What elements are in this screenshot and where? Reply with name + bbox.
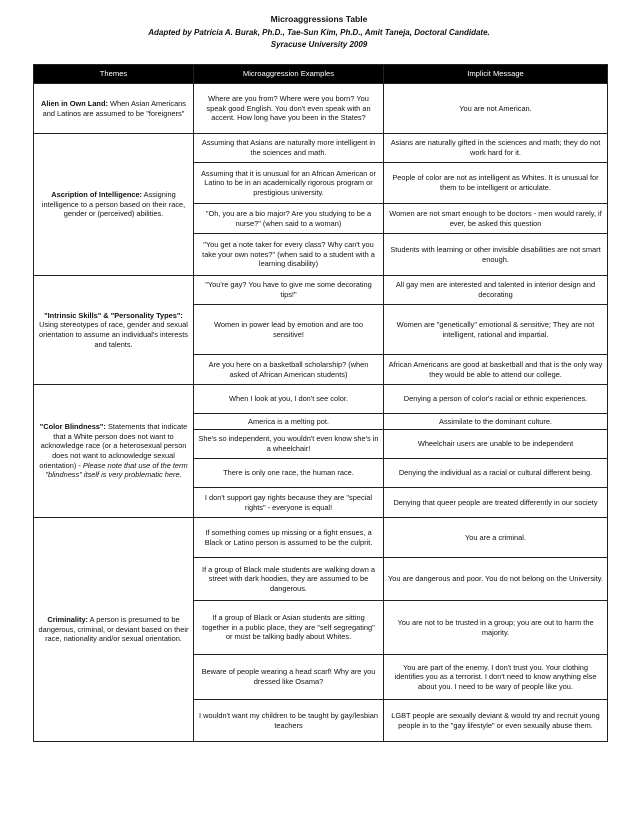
example-cell: Assuming that it is unusual for an African American or Latino to be in an academically rigorous program or prestigious university. [194, 163, 384, 204]
message-cell: You are a criminal. [384, 518, 608, 558]
message-cell: African Americans are good at basketball and that is the only way they would be able to attend our college. [384, 355, 608, 385]
message-cell: People of color are not as intelligent as Whites. It is unusual for them to be intelligent or articulate. [384, 163, 608, 204]
message-cell: Wheelchair users are unable to be independent [384, 430, 608, 459]
theme-cell [34, 276, 194, 385]
message-cell: LGBT people are sexually deviant & would try and recruit young people in to the "gay lifestyle" or even sexually abuse them. [384, 700, 608, 742]
message-cell: Asians are naturally gifted in the sciences and math; they do not work hard for it. [384, 134, 608, 163]
message-cell: You are part of the enemy. I don't trust you. Your clothing identifies you as a terrorist. I don't need to know anything else about you. I need to be wary of people like you. [384, 655, 608, 700]
example-cell: Where are you from? Where were you born? You speak good English. You don't even speak with an accent. How long have you been in the States? [194, 84, 384, 134]
theme-name: Alien in Own Land: [41, 98, 108, 108]
message-cell: You are not American. [384, 84, 608, 134]
column-header-themes: Themes [34, 65, 194, 84]
table-row [34, 134, 608, 163]
example-cell: Women in power lead by emotion and are too sensitive! [194, 305, 384, 355]
table-row [34, 276, 608, 305]
example-cell: If a group of Black or Asian students are sitting together in a public place, they are "self segregating" or must be talking badly about Whites. [194, 601, 384, 655]
example-cell: If a group of Black male students are walking down a street with dark hoodies, they are assumed to be dangerous. [194, 558, 384, 601]
example-cell: I don't support gay rights because they are "special rights" - everyone is equal! [194, 488, 384, 518]
message-cell: You are dangerous and poor. You do not belong on the University. [384, 558, 608, 601]
example-cell: Beware of people wearing a head scarf! Why are you dressed like Osama? [194, 655, 384, 700]
message-cell: All gay men are interested and talented in interior design and decorating [384, 276, 608, 305]
table-row [34, 385, 608, 414]
document-institution: Syracuse University 2009 [270, 40, 368, 49]
message-cell: You are not to be trusted in a group; you are out to harm the majority. [384, 601, 608, 655]
microaggressions-table [33, 64, 608, 742]
table-row [34, 518, 608, 558]
message-cell: Women are "genetically" emotional & sensitive; They are not intelligent, rational and impartial. [384, 305, 608, 355]
example-cell: "You're gay? You have to give me some decorating tips!" [194, 276, 384, 305]
example-cell: Assuming that Asians are naturally more intelligent in the sciences and math. [194, 134, 384, 163]
example-cell: "You get a note taker for every class? Why can't you take your own notes?" (when said to a student with a learning disability) [194, 234, 384, 276]
theme-description: Using stereotypes of race, gender and sexual orientation to assume an individual's interests and talents. [39, 320, 188, 349]
theme-description: Statements that indicate that a White person does not want to acknowledge race (or a heterosexual person does not want to acknowledge sexual orientation) - [39, 422, 188, 470]
theme-cell [34, 84, 194, 134]
message-cell: Denying a person of color's racial or ethnic experiences. [384, 385, 608, 414]
example-cell: Are you here on a basketball scholarship? (when asked of African American students) [194, 355, 384, 385]
document-title: Microaggressions Table [270, 14, 368, 24]
example-cell: She's so independent, you wouldn't even know she's in a wheelchair! [194, 430, 384, 459]
theme-description: Assigning intelligence to a person based on their race, gender or (perceived) abilities. [41, 190, 186, 219]
example-cell: If something comes up missing or a fight ensues, a Black or Latino person is assumed to be the culprit. [194, 518, 384, 558]
theme-description: When Asian Americans and Latinos are assumed to be "foreigners" [42, 98, 186, 118]
table-body [34, 84, 608, 742]
table-header-row [34, 65, 608, 84]
example-cell: When I look at you, I don't see color. [194, 385, 384, 414]
example-cell: America is a melting pot. [194, 414, 384, 430]
message-cell: Students with learning or other invisible disabilities are not smart enough. [384, 234, 608, 276]
theme-name: Criminality: [47, 615, 89, 625]
example-cell: I wouldn't want my children to be taught by gay/lesbian teachers [194, 700, 384, 742]
column-header-examples: Microaggression Examples [194, 65, 384, 84]
message-cell: Women are not smart enough to be doctors - men would rarely, if ever, be asked this question [384, 204, 608, 234]
theme-cell [34, 134, 194, 276]
column-header-message: Implicit Message [384, 65, 608, 84]
theme-name: Ascription of Intelligence: [51, 190, 143, 200]
theme-description: A person is presumed to be dangerous, criminal, or deviant based on their race, nationality and/or sexual orientation. [38, 615, 189, 644]
document-subtitle: Adapted by Patricia A. Burak, Ph.D., Tae-Sun Kim, Ph.D., Amit Taneja, Doctoral Candidate. [148, 28, 490, 37]
theme-cell [34, 385, 194, 518]
theme-note: Please note that use of the term "blindness" itself is very problematic here. [45, 460, 188, 480]
table-row [34, 84, 608, 134]
example-cell: There is only one race, the human race. [194, 459, 384, 488]
example-cell: "Oh, you are a bio major? Are you studying to be a nurse?" (when said to a woman) [194, 204, 384, 234]
message-cell: Denying the individual as a racial or cultural different being. [384, 459, 608, 488]
theme-cell [34, 518, 194, 742]
message-cell: Assimilate to the dominant culture. [384, 414, 608, 430]
message-cell: Denying that queer people are treated differently in our society [384, 488, 608, 518]
theme-name: "Intrinsic Skills" & "Personality Types": [44, 310, 183, 320]
theme-name: "Color Blindness": [39, 422, 106, 432]
